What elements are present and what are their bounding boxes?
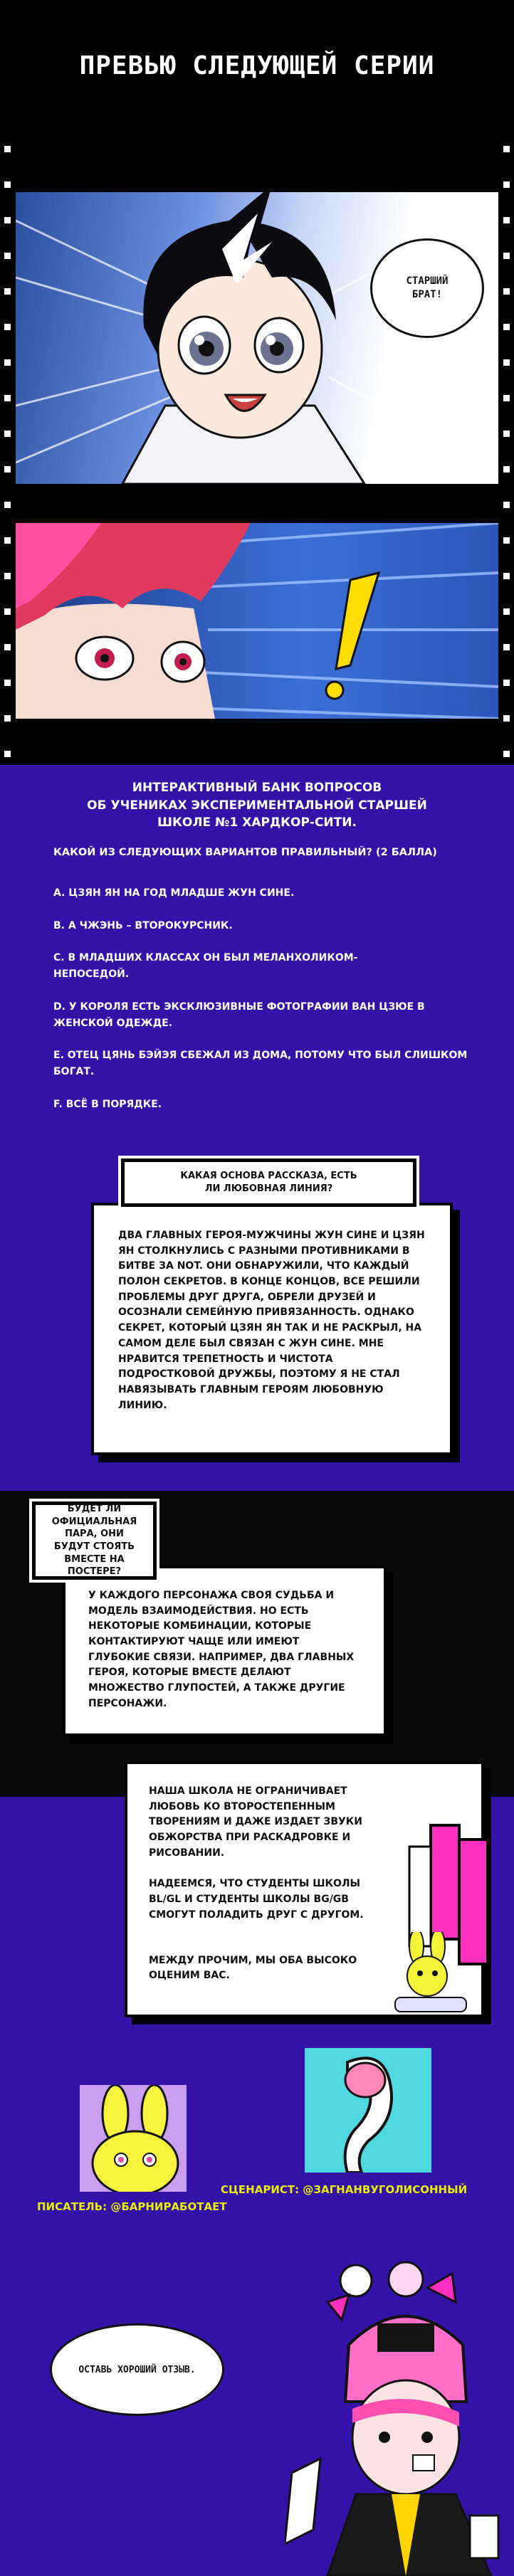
writer-credit: ПИСАТЕЛЬ: @БАРНИРАБОТАЕТ bbox=[37, 2200, 227, 2213]
answer-box-pairing bbox=[63, 1566, 387, 1736]
film-hole bbox=[4, 395, 11, 401]
redhead-illustration bbox=[16, 523, 498, 719]
boy-illustration bbox=[16, 192, 498, 484]
comic-panel-redhead bbox=[16, 523, 498, 719]
film-hole bbox=[4, 146, 11, 152]
film-hole bbox=[503, 146, 510, 152]
answer-text: МЕЖДУ ПРОЧИМ, МЫ ОБА ВЫСОКО ОЦЕНИМ ВАС. bbox=[149, 1954, 357, 1982]
quiz-option-c: C. В МЛАДШИХ КЛАССАХ ОН БЫЛ МЕЛАНХОЛИКОМ-НЕПОСЕДОЙ. bbox=[53, 952, 358, 981]
film-hole bbox=[503, 644, 510, 650]
film-hole bbox=[503, 181, 510, 188]
answer-text: НАДЕЕМСЯ, ЧТО СТУДЕНТЫ ШКОЛЫ BL/GL И СТУДЕНТЫ ШКОЛЫ BG/GB СМОГУТ ПОЛАДИТЬ ДРУГ С ДРУГОМ. bbox=[149, 1878, 364, 1921]
film-hole bbox=[4, 359, 11, 366]
film-hole bbox=[4, 751, 11, 757]
film-hole bbox=[503, 359, 510, 366]
question-box-story bbox=[121, 1158, 416, 1207]
quiz-option-d: D. У КОРОЛЯ ЕСТЬ ЭКСКЛЮЗИВНЫЕ ФОТОГРАФИИ ВАН ЦЗЮЕ В ЖЕНСКОЙ ОДЕЖДЕ. bbox=[53, 1001, 425, 1030]
question-text: БУДЕТ ЛИ ОФИЦИАЛЬНАЯ ПАРА, ОНИ БУДУТ СТОЯТЬ ВМЕСТЕ НА ПОСТЕРЕ? bbox=[51, 1504, 137, 1578]
scenarist-credit: СЦЕНАРИСТ: @ЗАГНАНВУГОЛИСОННЫЙ bbox=[221, 2183, 468, 2196]
film-hole bbox=[4, 253, 11, 259]
film-hole bbox=[4, 324, 11, 330]
answer-text: ДВА ГЛАВНЫХ ГЕРОЯ-МУЖЧИНЫ ЖУН СИНЕ И ЦЗЯН ЯН СТОЛКНУЛИСЬ С РАЗНЫМИ ПРОТИВНИКАМИ В БИТВЕ ЗА NOT. ОНИ ОБНАРУЖИЛИ, ЧТО КАЖДЫЙ ПОЛОН СЕКРЕТОВ. В КОНЦЕ КОНЦОВ, ВСЕ РЕШИЛИ ПРОБЛЕМЫ ДРУГ ДРУГА, ОБРЕЛИ ДРУЗЕЙ И ОСОЗНАЛИ СЕМЕЙНУЮ ПРИВЯЗАННОСТЬ. ОДНАКО СЕКРЕТ, КОТОРЫЙ ЦЗЯН ЯН ТАК И НЕ РАСКРЫЛ, НА САМОМ ДЕЛЕ БЫЛ СВЯЗАН С ЖУН СИНЕ. МНЕ НРАВИТСЯ ТРЕПЕТНОСТЬ И ЧИСТОТА ПОДРОСТКОВОЙ ДРУЖБЫ, ПОЭТОМУ Я НЕ СТАЛ НАВЯЗЫВАТЬ ГЛАВНЫМ ГЕРОЯМ ЛЮБОВНУЮ ЛИНИЮ. bbox=[118, 1230, 425, 1411]
film-hole bbox=[4, 181, 11, 188]
film-hole bbox=[503, 715, 510, 722]
bunny-icon bbox=[381, 1932, 481, 2017]
film-hole bbox=[4, 537, 11, 544]
film-hole bbox=[503, 324, 510, 330]
speech-text: ОСТАВЬ ХОРОШИЙ ОТЗЫВ. bbox=[78, 2364, 196, 2375]
film-hole bbox=[503, 466, 510, 473]
pink-hair-character bbox=[285, 2259, 513, 2576]
film-hole bbox=[4, 288, 11, 295]
film-hole bbox=[503, 680, 510, 686]
quiz-option-b: B. А ЧЖЭНЬ – ВТОРОКУРСНИК. bbox=[53, 920, 233, 931]
question-box-pairing bbox=[32, 1501, 157, 1580]
quiz-heading-line: ШКОЛЕ №1 ХАРДКОР-СИТИ. bbox=[157, 815, 357, 830]
answer-text: НАША ШКОЛА НЕ ОГРАНИЧИВАЕТ ЛЮБОВЬ КО ВТОРОСТЕПЕННЫМ ТВОРЕНИЯМ И ДАЖЕ ИЗДАЕТ ЗВУКИ ОБЖОРСТВА ПРИ РАСКАДРОВКЕ И РИСОВАНИИ. bbox=[149, 1785, 362, 1859]
scenarist-avatar bbox=[305, 2048, 431, 2173]
film-hole bbox=[503, 502, 510, 508]
film-hole bbox=[503, 608, 510, 615]
film-hole bbox=[4, 431, 11, 437]
film-hole bbox=[503, 217, 510, 223]
film-hole bbox=[503, 253, 510, 259]
film-hole bbox=[4, 715, 11, 722]
film-hole bbox=[503, 395, 510, 401]
comic-panel-boy bbox=[16, 192, 498, 484]
film-hole bbox=[503, 288, 510, 295]
quiz-option-a: A. ЦЗЯН ЯН НА ГОД МЛАДШЕ ЖУН СИНЕ. bbox=[53, 887, 295, 899]
quiz-option-f: F. ВСЁ В ПОРЯДКЕ. bbox=[53, 1099, 162, 1110]
quiz-heading-line: ОБ УЧЕНИКАХ ЭКСПЕРИМЕНТАЛЬНОЙ СТАРШЕЙ bbox=[87, 798, 427, 813]
quiz-question: КАКОЙ ИЗ СЛЕДУЮЩИХ ВАРИАНТОВ ПРАВИЛЬНЫЙ? (2 БАЛЛА) bbox=[53, 847, 437, 858]
quiz-option-e: E. ОТЕЦ ЦЯНЬ БЭЙЭЯ СБЕЖАЛ ИЗ ДОМА, ПОТОМУ ЧТО БЫЛ СЛИШКОМ БОГАТ. bbox=[53, 1050, 468, 1078]
answer-text: У КАЖДОГО ПЕРСОНАЖА СВОЯ СУДЬБА И МОДЕЛЬ ВЗАИМОДЕЙСТВИЯ. НО ЕСТЬ НЕКОТОРЫЕ КОМБИНАЦИИ, КОТОРЫЕ КОНТАКТИРУЮТ ЧАЩЕ ИЛИ ИМЕЮТ ГЛУБОКИЕ СВЯЗИ. НАПРИМЕР, ДВА ГЛАВНЫХ ГЕРОЯ, КОТОРЫЕ ВМЕСТЕ ДЕЛАЮТ МНОЖЕСТВО ГЛУПОСТЕЙ, А ТАКЖЕ ДРУГИЕ ПЕРСОНАЖИ. bbox=[88, 1590, 355, 1709]
film-hole bbox=[4, 644, 11, 650]
answer-box-story bbox=[91, 1203, 453, 1455]
film-hole bbox=[4, 680, 11, 686]
film-hole bbox=[4, 608, 11, 615]
speech-text: СТАРШИЙ БРАТ! bbox=[406, 275, 449, 300]
quiz-heading-line: ИНТЕРАКТИВНЫЙ БАНК ВОПРОСОВ bbox=[132, 781, 382, 795]
quiz-heading bbox=[28, 779, 486, 832]
film-hole bbox=[503, 751, 510, 757]
page-title: ПРЕВЬЮ СЛЕДУЮЩЕЙ СЕРИИ bbox=[79, 51, 435, 80]
film-hole bbox=[503, 431, 510, 437]
film-hole bbox=[4, 573, 11, 579]
writer-avatar bbox=[80, 2085, 187, 2192]
film-hole bbox=[503, 573, 510, 579]
film-hole bbox=[4, 217, 11, 223]
film-hole bbox=[4, 502, 11, 508]
question-text: КАКАЯ ОСНОВА РАССКАЗА, ЕСТЬ ЛИ ЛЮБОВНАЯ ЛИНИЯ? bbox=[180, 1170, 357, 1194]
film-hole bbox=[503, 537, 510, 544]
speech-bubble-brother bbox=[370, 238, 484, 338]
film-hole bbox=[4, 466, 11, 473]
speech-bubble-review bbox=[50, 2323, 224, 2416]
